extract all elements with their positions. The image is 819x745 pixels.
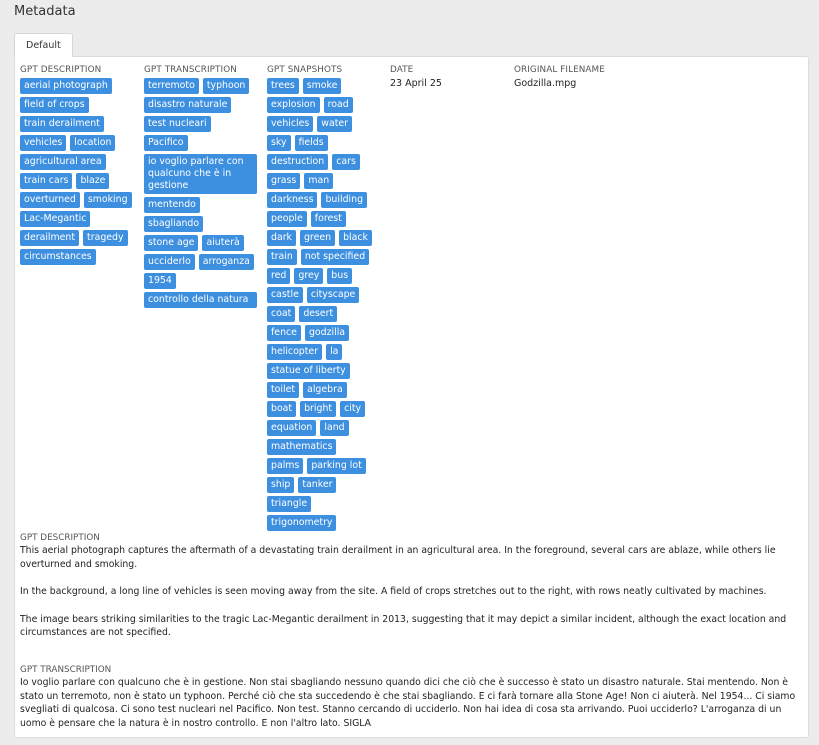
tag-chip[interactable]: castle [267, 287, 303, 303]
tag-list [267, 78, 373, 531]
tag-list [20, 78, 136, 265]
tag-chip[interactable]: vehicles [20, 135, 66, 151]
tag-chip[interactable]: trees [267, 78, 299, 94]
column-header: GPT TRANSCRIPTION [144, 65, 237, 75]
tag-chip[interactable]: city [340, 401, 365, 417]
tag-chip[interactable]: sbagliando [144, 216, 203, 232]
tag-chip[interactable]: dark [267, 230, 296, 246]
transcription-text: Io voglio parlare con qualcuno che è in gestione. Non stai sbagliando nessuno quando dici che ciò che è successo è stato un disastro naturale. Stai mentendo. Non è stato un terremoto, non è stato un typhoon. Perché ciò che sta succedendo è che stai sbagliando. E ci farà tornare alla Stone Age! Non ci aiuterà. Nel 1954... Ci siamo svegliati di qualcosa. Ci sono test nucleari nel Pacifico. Non test. Stanno cercando di ucciderlo. Non hai idea di cosa sta arrivando. Puoi ucciderlo? L'arroganza di un uomo è pensare che la natura è in nostro controllo. E non l'altro lato. SIGLA [20, 677, 796, 729]
tag-chip[interactable]: train [267, 249, 297, 265]
tag-chip[interactable]: test nucleari [144, 116, 211, 132]
tag-chip[interactable]: boat [267, 401, 296, 417]
tag-chip[interactable]: mentendo [144, 197, 200, 213]
tag-chip[interactable]: trigonometry [267, 515, 336, 531]
column-original-filename [514, 65, 664, 89]
tag-chip[interactable]: tanker [298, 477, 336, 493]
tag-chip[interactable]: road [324, 97, 353, 113]
column-header: DATE [390, 65, 414, 75]
section-header: GPT TRANSCRIPTION [20, 665, 112, 675]
tag-chip[interactable]: green [300, 230, 335, 246]
tag-chip[interactable]: circumstances [20, 249, 96, 265]
column-header: ORIGINAL FILENAME [514, 65, 605, 75]
tag-chip[interactable]: godzilla [305, 325, 349, 341]
tag-chip[interactable]: parking lot [307, 458, 365, 474]
tag-chip[interactable]: destruction [267, 154, 328, 170]
column-gpt-transcription [144, 65, 257, 308]
tag-chip[interactable]: water [317, 116, 352, 132]
description-paragraph: This aerial photograph captures the aftermath of a devastating train derailment in an agricultural area. In the foreground, several cars are ablaze, while others lie overturned and smoking. [20, 545, 776, 570]
tag-chip[interactable]: desert [299, 306, 337, 322]
tag-chip[interactable]: grass [267, 173, 300, 189]
date-value: 23 April 25 [390, 78, 442, 89]
tag-chip[interactable]: location [70, 135, 115, 151]
tag-chip[interactable]: black [339, 230, 372, 246]
tag-chip[interactable]: controllo della natura [144, 292, 257, 308]
tag-chip[interactable]: man [304, 173, 333, 189]
tag-chip[interactable]: blaze [76, 173, 109, 189]
filename-value: Godzilla.mpg [514, 78, 577, 89]
tag-chip[interactable]: red [267, 268, 290, 284]
tag-chip[interactable]: derailment [20, 230, 79, 246]
tag-chip[interactable]: typhoon [203, 78, 250, 94]
tag-chip[interactable]: Lac-Megantic [20, 211, 90, 227]
tag-chip[interactable]: terremoto [144, 78, 199, 94]
tag-chip[interactable]: toilet [267, 382, 299, 398]
tag-chip[interactable]: coat [267, 306, 295, 322]
tag-chip[interactable]: equation [267, 420, 316, 436]
tag-chip[interactable]: helicopter [267, 344, 322, 360]
tag-chip[interactable]: 1954 [144, 273, 176, 289]
tag-chip[interactable]: fence [267, 325, 301, 341]
tag-chip[interactable]: smoking [84, 192, 132, 208]
tag-chip[interactable]: smoke [303, 78, 342, 94]
tag-chip[interactable]: sky [267, 135, 291, 151]
tag-chip[interactable]: fields [295, 135, 328, 151]
tag-chip[interactable]: bright [300, 401, 336, 417]
column-date [390, 65, 500, 89]
tag-chip[interactable]: ship [267, 477, 294, 493]
tag-chip[interactable]: agricultural area [20, 154, 106, 170]
tag-chip[interactable]: mathematics [267, 439, 336, 455]
tag-chip[interactable]: explosion [267, 97, 320, 113]
tag-chip[interactable]: train cars [20, 173, 72, 189]
tag-chip[interactable]: stone age [144, 235, 198, 251]
tag-chip[interactable]: palms [267, 458, 303, 474]
column-gpt-description [20, 65, 136, 265]
tab-default[interactable]: Default [14, 33, 73, 57]
tag-chip[interactable]: land [320, 420, 348, 436]
tag-chip[interactable]: aerial photograph [20, 78, 112, 94]
description-paragraph: The image bears striking similarities to the tragic Lac-Megantic derailment in 2013, suggesting that it may depict a similar incident, although the exact location and circumstances are not specified. [20, 613, 787, 638]
metadata-panel [14, 56, 809, 738]
tag-chip[interactable]: cityscape [307, 287, 360, 303]
tag-chip[interactable]: ucciderlo [144, 254, 195, 270]
tag-chip[interactable]: Pacifico [144, 135, 188, 151]
tag-chip[interactable]: overturned [20, 192, 80, 208]
section-header: GPT DESCRIPTION [20, 533, 100, 543]
column-header: GPT DESCRIPTION [20, 65, 102, 75]
tag-chip[interactable]: disastro naturale [144, 97, 231, 113]
transcription-section [20, 665, 800, 730]
description-section [20, 533, 800, 640]
tag-chip[interactable]: people [267, 211, 307, 227]
tag-chip[interactable]: building [321, 192, 367, 208]
column-header: GPT SNAPSHOTS [267, 65, 343, 75]
tag-chip[interactable]: grey [294, 268, 323, 284]
tag-chip[interactable]: darkness [267, 192, 317, 208]
page-title: Metadata [14, 4, 76, 19]
tag-chip[interactable]: io voglio parlare con qualcuno che è in gestione [144, 154, 257, 194]
tag-chip[interactable]: statue of liberty [267, 363, 350, 379]
column-gpt-snapshots [267, 65, 373, 531]
tag-chip[interactable]: train derailment [20, 116, 104, 132]
tag-chip[interactable]: bus [327, 268, 352, 284]
tag-chip[interactable]: triangle [267, 496, 311, 512]
tag-chip[interactable]: vehicles [267, 116, 313, 132]
tag-list [144, 78, 257, 308]
tag-chip[interactable]: algebra [303, 382, 347, 398]
tag-chip[interactable]: tragedy [83, 230, 128, 246]
tag-chip[interactable]: cars [332, 154, 360, 170]
description-paragraph: In the background, a long line of vehicles is seen moving away from the site. A field of crops stretches out to the right, with rows neatly cultivated by machines. [20, 586, 767, 597]
tag-chip[interactable]: arroganza [199, 254, 254, 270]
tag-chip[interactable]: not specified [301, 249, 369, 265]
tag-chip[interactable]: aiuterà [202, 235, 243, 251]
tag-chip[interactable]: la [326, 344, 342, 360]
tag-chip[interactable]: forest [311, 211, 346, 227]
tag-chip[interactable]: field of crops [20, 97, 89, 113]
